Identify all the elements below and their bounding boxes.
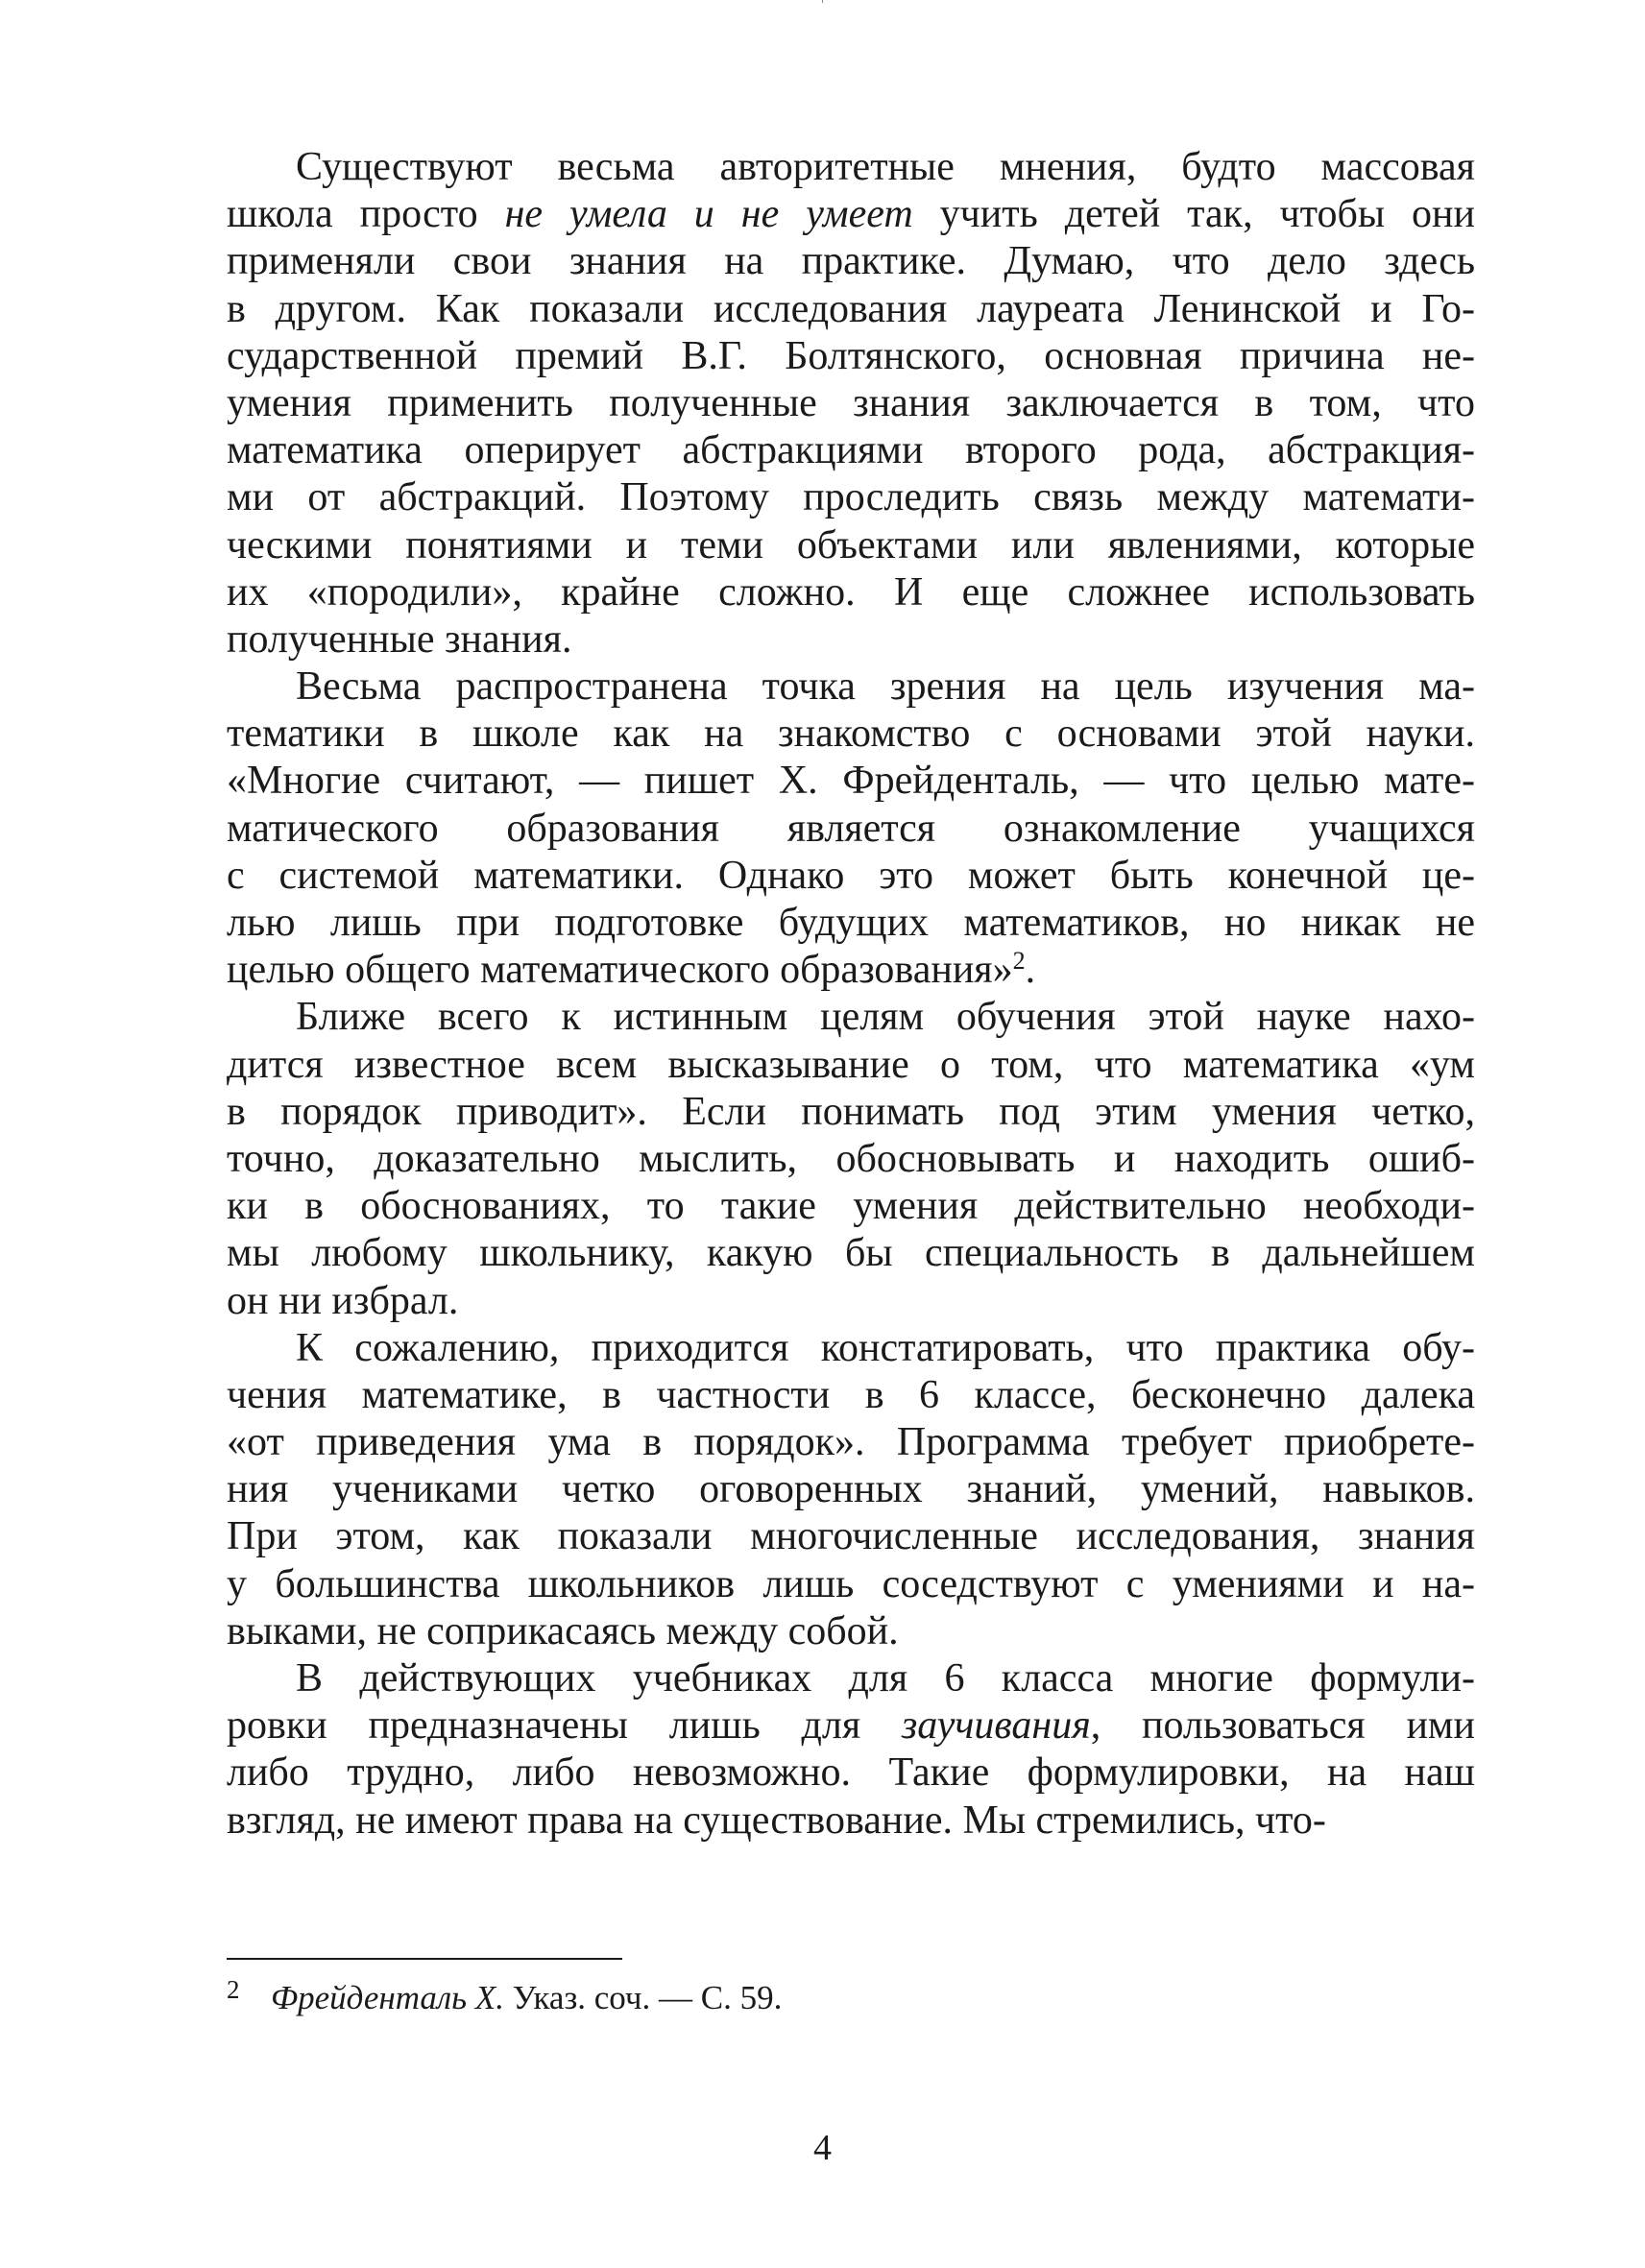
emphasis-text: заучивания (901, 1703, 1091, 1749)
text-run: тематики в школе как на знакомство с основами этой науки. (227, 712, 1475, 757)
text-line (227, 616, 1475, 664)
text-line (227, 427, 1475, 474)
text-run: «от приведения ума в порядок». Программа требует приобрете- (227, 1420, 1475, 1465)
text-line (227, 1278, 1475, 1325)
paragraph (227, 1325, 1475, 1655)
footnote-reference: Указ. соч. — С. 59. (503, 1979, 783, 2016)
text-line (227, 900, 1475, 947)
text-run: он ни избрал. (227, 1278, 459, 1323)
text-run: , пользоваться ими (1090, 1703, 1475, 1749)
text-line (227, 1089, 1475, 1136)
text-run: у большинства школьников лишь соседствуют с умениями и на- (227, 1561, 1475, 1606)
text-run: выками, не соприкасаясь между собой. (227, 1608, 899, 1653)
text-run: В действующих учебниках для 6 класса многие формули- (296, 1656, 1475, 1701)
text-run: Весьма распространена точка зрения на цель изучения ма- (296, 664, 1475, 710)
text-run: сударственной премий В.Г. Болтянского, основная причина не- (227, 333, 1475, 378)
text-run: дится известное всем высказывание о том, что математика «ум (227, 1042, 1475, 1087)
text-line (227, 758, 1475, 805)
text-run: матического образования является ознакомление учащихся (227, 806, 1475, 851)
text-run: математика оперирует абстракциями второго рода, абстракция- (227, 428, 1475, 473)
text-run: При этом, как показали многочисленные исследования, знания (227, 1514, 1475, 1559)
text-line (227, 994, 1475, 1041)
text-run: ния учениками четко оговоренных знаний, умений, навыков. (227, 1467, 1475, 1512)
text-run: чения математике, в частности в 6 классе, бесконечно далека (227, 1372, 1475, 1417)
text-run: . (1025, 948, 1036, 993)
text-line (227, 1702, 1475, 1749)
text-line (227, 1513, 1475, 1560)
text-run: мы любому школьнику, какую бы специальность в дальнейшем (227, 1231, 1475, 1276)
text-line (227, 806, 1475, 853)
text-line (227, 1466, 1475, 1513)
text-line (227, 569, 1475, 616)
text-run: применяли свои знания на практике. Думаю, что дело здесь (227, 239, 1475, 284)
text-line (227, 333, 1475, 380)
text-line (227, 1798, 1475, 1845)
text-line (227, 522, 1475, 569)
paragraph (227, 994, 1475, 1324)
text-line (227, 144, 1475, 191)
paragraph (227, 1655, 1475, 1845)
footnote-separator (227, 1958, 622, 1960)
text-line (227, 1608, 1475, 1655)
text-run: Ближе всего к истинным целям обучения этой науке нахо- (296, 995, 1475, 1040)
text-run: полученные знания. (227, 616, 572, 662)
footnote-reference-mark: 2 (1012, 947, 1026, 976)
text-run: К сожалению, приходится констатировать, что практика обу- (296, 1325, 1475, 1370)
page-number: 4 (813, 2128, 832, 2168)
text-run: ческими понятиями и теми объектами или явлениями, которые (227, 522, 1475, 567)
text-run: с системой математики. Однако это может быть конечной це- (227, 853, 1475, 898)
text-run: взгляд, не имеют права на существование. Мы стремились, что- (227, 1798, 1326, 1843)
footnote-author: Фрейденталь Х. (271, 1979, 504, 2016)
crop-mark (822, 0, 823, 3)
paragraph (227, 664, 1475, 994)
text-run: целью общего математического образования» (227, 948, 1013, 993)
text-run: ровки предназначены лишь для (227, 1703, 902, 1749)
text-line (227, 1655, 1475, 1702)
emphasis-text: не умела и не умеет (504, 192, 913, 237)
main-text (227, 144, 1475, 1845)
text-line (227, 1136, 1475, 1183)
text-line (227, 664, 1475, 711)
text-run: ки в обоснованиях, то такие умения действительно необходи- (227, 1184, 1475, 1229)
text-line (227, 1325, 1475, 1372)
text-run: лью лишь при подготовке будущих математиков, но никак не (227, 901, 1475, 945)
text-line (227, 474, 1475, 521)
text-run: «Многие считают, — пишет Х. Фрейденталь, — что целью мате- (227, 759, 1475, 804)
paragraph (227, 144, 1475, 664)
footnote: 2 Фрейденталь Х. Указ. соч. — С. 59. (227, 1975, 783, 2016)
text-run: в порядок приводит». Если понимать под этим умения четко, (227, 1089, 1475, 1134)
text-line (227, 1749, 1475, 1797)
text-run: в другом. Как показали исследования лауреата Ленинской и Го- (227, 286, 1475, 331)
text-line (227, 238, 1475, 285)
text-run: их «породили», крайне сложно. И еще сложнее использовать (227, 569, 1475, 615)
text-run: ми от абстракций. Поэтому проследить связь между математи- (227, 475, 1475, 520)
text-run: учить детей так, чтобы они (912, 192, 1475, 237)
text-line (227, 380, 1475, 427)
text-line (227, 1042, 1475, 1089)
text-run: Существуют весьма авторитетные мнения, будто массовая (296, 145, 1475, 189)
text-line (227, 1230, 1475, 1277)
text-run: умения применить полученные знания заключается в том, что (227, 380, 1475, 425)
text-line (227, 191, 1475, 238)
text-run: точно, доказательно мыслить, обосновывать и находить ошиб- (227, 1136, 1475, 1181)
text-line (227, 286, 1475, 333)
text-line (227, 1561, 1475, 1608)
text-line (227, 1372, 1475, 1419)
text-line (227, 1183, 1475, 1230)
text-run: школа просто (227, 192, 505, 237)
text-line (227, 1419, 1475, 1466)
text-line (227, 947, 1475, 994)
text-line (227, 711, 1475, 758)
text-run: либо трудно, либо невозможно. Такие формулировки, на наш (227, 1750, 1475, 1796)
text-line (227, 853, 1475, 900)
